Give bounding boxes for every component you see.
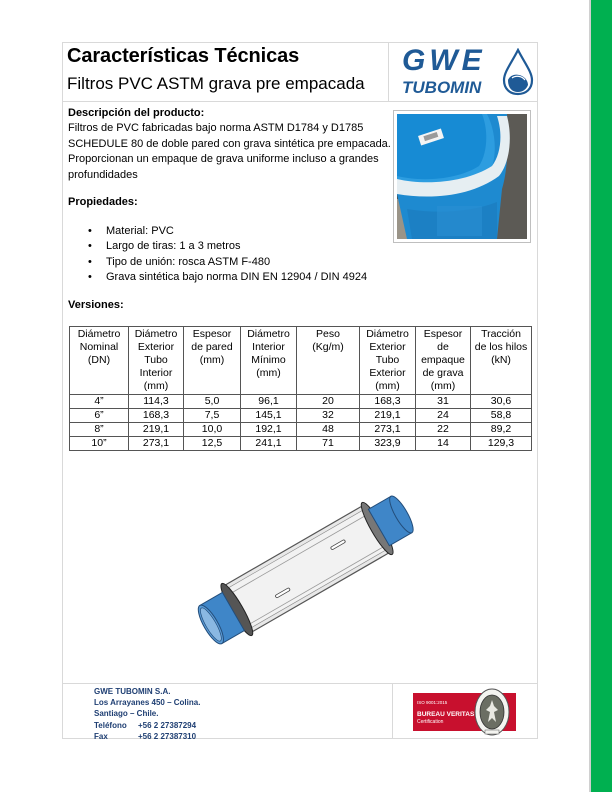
bullet-icon: • bbox=[88, 240, 92, 253]
description-line: SCHEDULE 80 de doble pared con grava sintética pre empacada. bbox=[68, 137, 391, 150]
table-cell: 168,3 bbox=[129, 409, 184, 423]
table-cell: 219,1 bbox=[360, 409, 416, 423]
column-header-line: de grava bbox=[422, 367, 464, 379]
water-drop-icon bbox=[500, 48, 536, 96]
table-cell: 129,3 bbox=[471, 437, 532, 451]
page-subtitle: Filtros PVC ASTM grava pre empacada bbox=[67, 74, 365, 93]
table-row bbox=[70, 409, 532, 423]
table-cell: 5,0 bbox=[184, 395, 241, 409]
table-cell: 323,9 bbox=[360, 437, 416, 451]
table-row bbox=[70, 437, 532, 451]
table-cell: 219,1 bbox=[129, 423, 184, 437]
column-header bbox=[184, 327, 241, 395]
column-header-line: Exterior bbox=[137, 341, 175, 353]
table-cell: 20 bbox=[297, 395, 360, 409]
column-header-line: Tubo bbox=[375, 354, 400, 366]
column-header bbox=[129, 327, 184, 395]
table-row bbox=[70, 395, 532, 409]
table-cell: 168,3 bbox=[360, 395, 416, 409]
column-header-line: (Kg/m) bbox=[312, 341, 344, 353]
table-cell: 31 bbox=[416, 395, 471, 409]
column-header bbox=[70, 327, 129, 395]
column-header bbox=[416, 327, 471, 395]
column-header-line: (DN) bbox=[87, 354, 111, 366]
properties-heading: Propiedades: bbox=[68, 196, 138, 208]
properties-list bbox=[88, 224, 367, 285]
table-cell: 14 bbox=[416, 437, 471, 451]
table-header-row bbox=[70, 327, 532, 395]
column-header bbox=[241, 327, 297, 395]
column-header-line: Diámetro bbox=[77, 328, 121, 340]
column-header-line: Interior bbox=[252, 341, 285, 353]
iso-standard: ISO 9001:2015 bbox=[417, 700, 448, 705]
certifier-name: BUREAU VERITAS bbox=[417, 711, 475, 718]
column-header bbox=[360, 327, 416, 395]
table-cell: 273,1 bbox=[360, 423, 416, 437]
page-title: Características Técnicas bbox=[67, 45, 300, 67]
column-header-line: (kN) bbox=[491, 354, 511, 366]
logo-gwe-text: GWE bbox=[402, 44, 486, 77]
table-cell: 58,8 bbox=[471, 409, 532, 423]
column-header-line: (mm) bbox=[143, 380, 169, 392]
versions-heading: Versiones: bbox=[68, 299, 124, 311]
table-cell: 6” bbox=[70, 409, 129, 423]
table-cell: 24 bbox=[416, 409, 471, 423]
product-photo bbox=[393, 110, 531, 243]
column-header-line: (mm) bbox=[256, 367, 281, 379]
bullet-icon: • bbox=[88, 225, 92, 237]
description-line: Filtros de PVC fabricadas bajo norma ASTM D1784 y D1785 bbox=[68, 122, 364, 134]
table-cell: 71 bbox=[297, 437, 360, 451]
column-header-line: Exterior bbox=[369, 341, 406, 353]
column-header-line: Diámetro bbox=[134, 328, 178, 340]
table-cell: 8” bbox=[70, 423, 129, 437]
footer-divider bbox=[62, 683, 538, 684]
table-cell: 32 bbox=[297, 409, 360, 423]
column-header-line: Nominal bbox=[79, 341, 119, 353]
description-line: Proporcionan un empaque de grava uniforme incluso a grandes bbox=[68, 153, 379, 166]
table-cell: 114,3 bbox=[129, 395, 184, 409]
description-heading: Descripción del producto: bbox=[68, 107, 205, 119]
table-row bbox=[70, 423, 532, 437]
logo-tubomin-text: TUBOMIN bbox=[402, 78, 482, 97]
table-cell: 22 bbox=[416, 423, 471, 437]
column-header-line: Diámetro bbox=[366, 328, 409, 340]
column-header-line: Exterior bbox=[369, 367, 406, 379]
column-header-line: Peso bbox=[316, 328, 340, 340]
column-header-line: Tracción bbox=[481, 328, 521, 340]
table-cell: 10” bbox=[70, 437, 129, 451]
company-phone: Teléfono +56 2 27387294 bbox=[94, 720, 197, 730]
description-text bbox=[68, 121, 398, 183]
column-header-line: Mínimo bbox=[251, 354, 286, 366]
company-name: GWE TUBOMIN S.A. bbox=[94, 687, 171, 696]
company-address: Los Arrayanes 450 – Colina. bbox=[94, 698, 201, 708]
column-header-line: Tubo bbox=[144, 354, 168, 366]
column-header-line: Espesor bbox=[423, 328, 463, 340]
table-cell: 4” bbox=[70, 395, 129, 409]
list-item: • Tipo de unión: rosca ASTM F-480 bbox=[88, 255, 367, 270]
column-header-line: Diámetro bbox=[247, 328, 290, 340]
footer-contact bbox=[94, 686, 200, 742]
pipe-photo-image bbox=[397, 114, 527, 239]
column-header-line: empaque bbox=[421, 354, 465, 366]
column-header-line: (mm) bbox=[375, 380, 400, 392]
list-item: • Grava sintética bajo norma DIN EN 12904 / DIN 4924 bbox=[88, 270, 367, 285]
column-header-line: (mm) bbox=[199, 354, 225, 366]
table-cell: 7,5 bbox=[184, 409, 241, 423]
company-city: Santiago – Chile. bbox=[94, 709, 159, 719]
column-header-line: Espesor bbox=[192, 328, 232, 340]
table-cell: 192,1 bbox=[241, 423, 297, 437]
company-fax: Fax +56 2 27387310 bbox=[94, 731, 197, 741]
column-header bbox=[297, 327, 360, 395]
column-header-line: (mm) bbox=[430, 380, 456, 392]
versions-table bbox=[69, 326, 532, 451]
table-cell: 10,0 bbox=[184, 423, 241, 437]
column-header-line: Interior bbox=[139, 367, 173, 379]
column-header-line: de pared bbox=[191, 341, 233, 353]
bureau-veritas-seal-icon bbox=[474, 688, 510, 736]
bullet-icon: • bbox=[88, 270, 92, 283]
table-cell: 48 bbox=[297, 423, 360, 437]
description-line: profundidades bbox=[68, 168, 138, 181]
table-cell: 89,2 bbox=[471, 423, 532, 437]
table-cell: 273,1 bbox=[129, 437, 184, 451]
column-header-line: de los hilos bbox=[474, 341, 528, 353]
list-item: • Material: PVC bbox=[88, 224, 367, 239]
list-item: • Largo de tiras: 1 a 3 metros bbox=[88, 239, 367, 254]
footer-column-divider bbox=[392, 683, 393, 739]
column-header bbox=[471, 327, 532, 395]
table-cell: 12,5 bbox=[184, 437, 241, 451]
column-header-line: de bbox=[437, 341, 449, 353]
table-cell: 241,1 bbox=[241, 437, 297, 451]
table-cell: 96,1 bbox=[241, 395, 297, 409]
green-side-bar bbox=[591, 0, 612, 792]
bullet-icon: • bbox=[88, 255, 92, 268]
filter-pipe-illustration bbox=[178, 490, 436, 648]
certification-label: Certification bbox=[417, 719, 444, 725]
table-cell: 145,1 bbox=[241, 409, 297, 423]
table-cell: 30,6 bbox=[471, 395, 532, 409]
